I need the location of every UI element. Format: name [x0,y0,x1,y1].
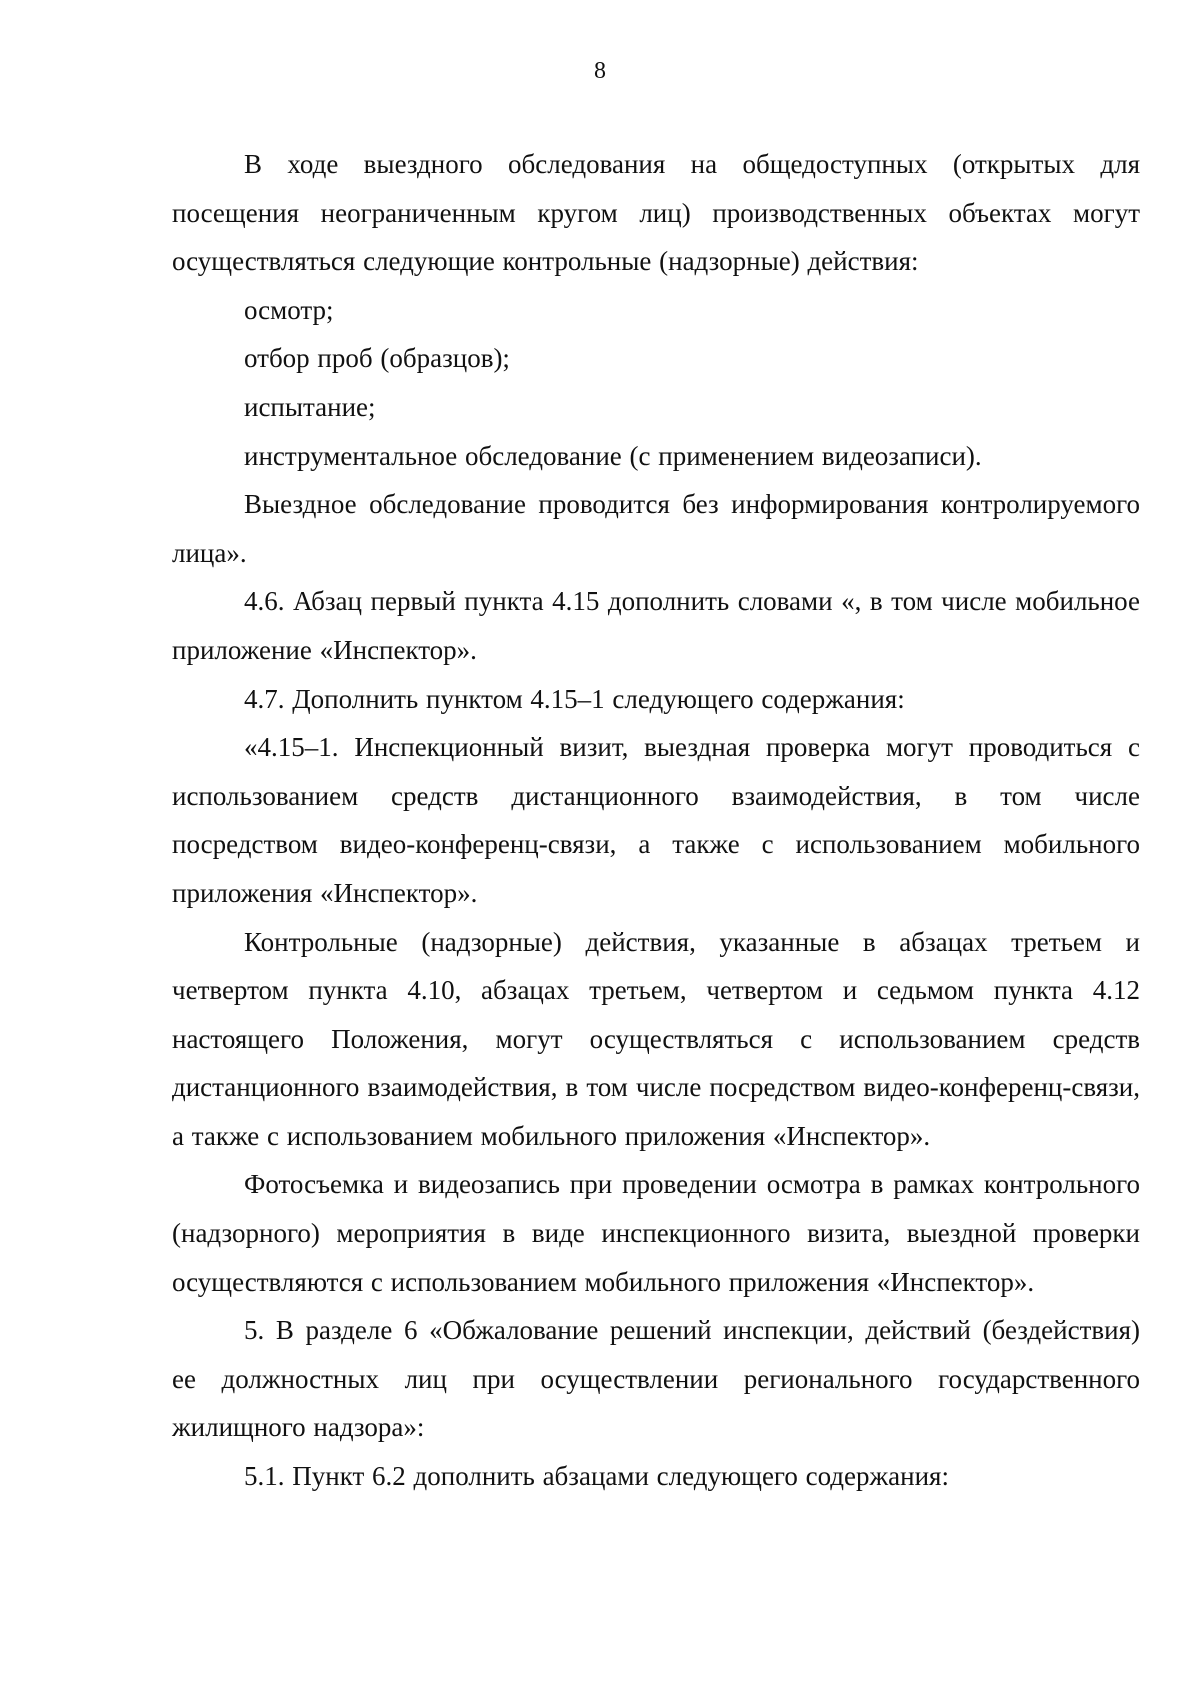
list-item-instrumental: инструментальное обследование (с применением видеозаписи). [244,440,982,471]
paragraph-no-notice: Выездное обследование проводится без информирования контролируемого лица». [172,489,1140,568]
paragraph-photo-video: Фотосъемка и видеозапись при проведении осмотра в рамках контрольного (надзорного) мероприятия в виде инспекционного визита, выездной проверки осуществляются с использованием мобильного приложения «Инспектор». [172,1169,1140,1297]
list-item-sampling: отбор проб (образцов); [244,343,510,374]
list-item-testing: испытание; [244,391,376,422]
paragraph-section-6: 5. В разделе 6 «Обжалование решений инспекции, действий (бездействия) ее должностных лиц при осуществлении регионального государственного жилищного надзора»: [172,1315,1140,1443]
document-body [172,140,1140,1501]
list-item-inspection: осмотр; [244,294,334,325]
paragraph-4-6: 4.6. Абзац первый пункта 4.15 дополнить словами «, в том числе мобильное приложение «Инспектор». [172,586,1140,665]
paragraph-control-actions: Контрольные (надзорные) действия, указанные в абзацах третьем и четвертом пункта 4.10, абзацах третьем, четвертом и седьмом пункта 4.12 настоящего Положения, могут осуществляться с использованием средств дистанционного взаимодействия, в том числе посредством видео-конференц-связи, а также с использованием мобильного приложения «Инспектор». [172,926,1140,1151]
paragraph-4-15-1: «4.15–1. Инспекционный визит, выездная проверка могут проводиться с использованием средств дистанционного взаимодействия, в том числе посредством видео-конференц-связи, а также с использованием мобильного приложения «Инспектор». [172,732,1140,908]
paragraph-intro: В ходе выездного обследования на общедоступных (открытых для посещения неограниченным кругом лиц) производственных объектах могут осуществляться следующие контрольные (надзорные) действия: [172,149,1140,277]
paragraph-4-7: 4.7. Дополнить пунктом 4.15–1 следующего содержания: [244,683,905,714]
paragraph-5-1: 5.1. Пункт 6.2 дополнить абзацами следующего содержания: [244,1461,949,1492]
page-number: 8 [594,58,606,84]
